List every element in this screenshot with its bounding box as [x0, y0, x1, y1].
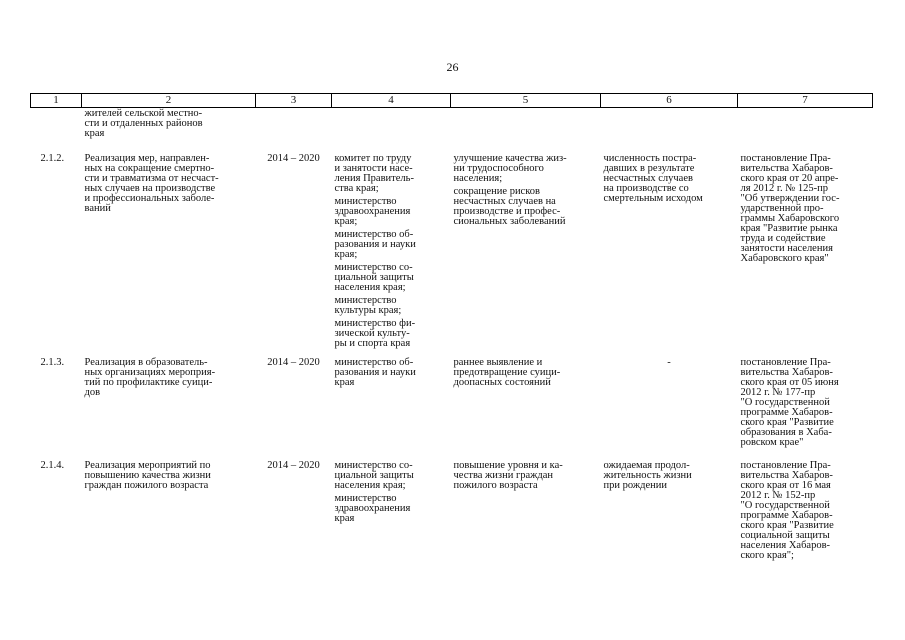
- basis-text-line: ского края "Развитие: [740, 417, 834, 428]
- basis-text-line: занятости населения: [740, 243, 833, 254]
- basis-text-line: ударственной про-: [740, 203, 824, 214]
- cell-results: [451, 139, 601, 352]
- cell-indicator: [601, 139, 738, 352]
- basis-text-line: "О государственной: [740, 397, 830, 408]
- measure-text-line: Реализация мероприятий по: [84, 460, 211, 471]
- column-header: 3: [256, 94, 332, 108]
- executor-item: [335, 154, 448, 194]
- measure-text-line: дов: [84, 387, 101, 398]
- column-header: 2: [82, 94, 256, 108]
- indicator-text-line: смертельным исходом: [603, 193, 703, 204]
- measure-text-line: ных организациях мероприя-: [84, 367, 216, 378]
- cell-basis: [738, 448, 873, 561]
- executor-text-line: населения края;: [334, 480, 406, 491]
- executor-text-line: здравоохранения: [334, 503, 411, 514]
- result-text-line: производстве и профес-: [453, 206, 561, 217]
- indicator-text-line: -: [667, 357, 671, 368]
- result-text-line: сиональных заболеваний: [453, 216, 566, 227]
- measure-text-line: граждан пожилого возраста: [84, 480, 209, 491]
- indicator-text-line: ожидаемая продол-: [603, 460, 690, 471]
- basis-text-line: постановление Пра-: [740, 153, 831, 164]
- executor-text-line: края: [334, 377, 355, 388]
- executor-text-line: министерство фи-: [334, 318, 416, 329]
- result-text-line: доопасных состояний: [453, 377, 551, 388]
- measure-text-line: сти и отдаленных районов: [84, 118, 203, 129]
- cell-measure: [82, 108, 256, 140]
- cell-number: 2.1.2.: [40, 153, 65, 164]
- basis-text-line: края "Развитие рынка: [740, 223, 838, 234]
- basis-text-line: образования в Хаба-: [740, 427, 832, 438]
- cell-measure: [82, 139, 256, 352]
- basis-text-line: программе Хабаров-: [740, 407, 833, 418]
- cell-number: 2.1.3.: [40, 357, 65, 368]
- executor-text-line: ства края;: [334, 183, 379, 194]
- result-text-line: раннее выявление и: [453, 357, 543, 368]
- basis-text-line: вительства Хабаров-: [740, 367, 833, 378]
- cell-measure: [82, 448, 256, 561]
- executor-text-line: ления Правитель-: [334, 173, 414, 184]
- executor-text-line: министерство со-: [334, 460, 413, 471]
- measure-text-line: повышению качества жизни: [84, 470, 211, 481]
- basis-text-line: социальной защиты: [740, 530, 830, 541]
- executor-text-line: комитет по труду: [334, 153, 412, 164]
- executor-item: [335, 230, 448, 260]
- measures-table: [30, 93, 873, 561]
- basis-text-line: ского края "Развитие: [740, 520, 834, 531]
- basis-text-line: вительства Хабаров-: [740, 163, 833, 174]
- indicator-text-line: жительность жизни: [603, 470, 692, 481]
- executor-text-line: министерство со-: [334, 262, 413, 273]
- cell-period: [256, 108, 332, 140]
- executor-text-line: разования и науки: [334, 239, 416, 250]
- result-text-line: чества жизни граждан: [453, 470, 554, 481]
- basis-text-line: программе Хабаров-: [740, 510, 833, 521]
- executor-text-line: министерство: [334, 196, 397, 207]
- measure-text-line: тий по профилактике суици-: [84, 377, 213, 388]
- executor-text-line: зической культу-: [334, 328, 410, 339]
- column-header: 6: [601, 94, 738, 108]
- executor-text-line: здравоохранения: [334, 206, 411, 217]
- basis-text-line: постановление Пра-: [740, 460, 831, 471]
- executor-text-line: ры и спорта края: [334, 338, 411, 349]
- basis-text-line: вительства Хабаров-: [740, 470, 833, 481]
- basis-text-line: граммы Хабаровского: [740, 213, 840, 224]
- executor-text-line: разования и науки: [334, 367, 416, 378]
- basis-text-line: ского края от 05 июня: [740, 377, 839, 388]
- basis-text-line: 2012 г. № 177-пр: [740, 387, 816, 398]
- result-text-line: несчастных случаев на: [453, 196, 556, 207]
- result-item: [454, 461, 598, 491]
- result-text-line: повышение уровня и ка-: [453, 460, 563, 471]
- executor-text-line: министерство об-: [334, 357, 414, 368]
- result-item: [454, 358, 598, 388]
- executor-item: [335, 461, 448, 491]
- cell-results: [451, 108, 601, 140]
- cell-results: [451, 448, 601, 561]
- executor-item: [335, 263, 448, 293]
- table-body: [31, 108, 873, 562]
- cell-period: 2014 – 2020: [267, 460, 320, 471]
- column-header: 1: [31, 94, 82, 108]
- column-header: 7: [738, 94, 873, 108]
- executor-text-line: населения края;: [334, 282, 406, 293]
- table-row: [31, 448, 873, 561]
- cell-executors: [332, 108, 451, 140]
- executor-item: [335, 197, 448, 227]
- cell-basis: [738, 108, 873, 140]
- basis-text-line: ровском крае": [740, 437, 804, 448]
- basis-text-line: ля 2012 г. № 125-пр: [740, 183, 828, 194]
- executor-item: [335, 358, 448, 388]
- result-item: [454, 154, 598, 184]
- basis-text-line: труда и содействие: [740, 233, 826, 244]
- cell-executors: [332, 352, 451, 448]
- cell-number: [31, 108, 82, 140]
- basis-text-line: ского края от 20 апре-: [740, 173, 839, 184]
- basis-text-line: 2012 г. № 152-пр: [740, 490, 816, 501]
- executor-item: [335, 319, 448, 349]
- indicator-text-line: численность постра-: [603, 153, 697, 164]
- executor-text-line: циальной защиты: [334, 470, 414, 481]
- basis-text-line: постановление Пра-: [740, 357, 831, 368]
- cell-results: [451, 352, 601, 448]
- basis-text-line: ского края";: [740, 550, 794, 561]
- basis-text-line: "Об утверждении гос-: [740, 193, 840, 204]
- indicator-text-line: на производстве со: [603, 183, 689, 194]
- executor-item: [335, 296, 448, 316]
- basis-text-line: ского края от 16 мая: [740, 480, 831, 491]
- column-header: 4: [332, 94, 451, 108]
- result-item: [454, 187, 598, 227]
- column-header: 5: [451, 94, 601, 108]
- cell-basis: [738, 352, 873, 448]
- table-header-row: [31, 94, 873, 108]
- result-text-line: пожилого возраста: [453, 480, 538, 491]
- measure-text-line: ных на сокращение смертно-: [84, 163, 215, 174]
- result-text-line: улучшение качества жиз-: [453, 153, 567, 164]
- measure-text-line: сти и травматизма от несчаст-: [84, 173, 219, 184]
- measure-text-line: Реализация мер, направлен-: [84, 153, 210, 164]
- executor-text-line: культуры края;: [334, 305, 402, 316]
- table-row: [31, 352, 873, 448]
- cell-executors: [332, 139, 451, 352]
- indicator-text-line: при рождении: [603, 480, 667, 491]
- measure-text-line: жителей сельской местно-: [84, 108, 203, 119]
- executor-text-line: края;: [334, 216, 358, 227]
- measure-text-line: и профессиональных заболе-: [84, 193, 215, 204]
- table-row-continuation: [31, 108, 873, 140]
- executor-text-line: министерство: [334, 295, 397, 306]
- result-text-line: ни трудоспособного: [453, 163, 544, 174]
- cell-period: 2014 – 2020: [267, 153, 320, 164]
- measure-text-line: ваний: [84, 203, 111, 214]
- result-text-line: населения;: [453, 173, 503, 184]
- cell-number: 2.1.4.: [40, 460, 65, 471]
- executor-text-line: края;: [334, 249, 358, 260]
- table-row: [31, 139, 873, 352]
- result-text-line: предотвращение суици-: [453, 367, 561, 378]
- indicator-text-line: несчастных случаев: [603, 173, 693, 184]
- measure-text-line: края: [84, 128, 105, 139]
- cell-executors: [332, 448, 451, 561]
- cell-basis: [738, 139, 873, 352]
- page-number: 26: [446, 60, 459, 74]
- result-text-line: сокращение рисков: [453, 186, 540, 197]
- basis-text-line: "О государственной: [740, 500, 830, 511]
- measure-text-line: Реализация в образователь-: [84, 357, 208, 368]
- indicator-text-line: давших в результате: [603, 163, 695, 174]
- basis-text-line: Хабаровского края": [740, 253, 829, 264]
- cell-indicator: [601, 352, 738, 448]
- cell-indicator: [601, 108, 738, 140]
- executor-item: [335, 494, 448, 524]
- cell-measure: [82, 352, 256, 448]
- executor-text-line: министерство: [334, 493, 397, 504]
- executor-text-line: края: [334, 513, 355, 524]
- executor-text-line: и занятости насе-: [334, 163, 413, 174]
- measure-text-line: ных случаев на производстве: [84, 183, 216, 194]
- executor-text-line: министерство об-: [334, 229, 414, 240]
- cell-period: 2014 – 2020: [267, 357, 320, 368]
- basis-text-line: населения Хабаров-: [740, 540, 831, 551]
- cell-indicator: [601, 448, 738, 561]
- executor-text-line: циальной защиты: [334, 272, 414, 283]
